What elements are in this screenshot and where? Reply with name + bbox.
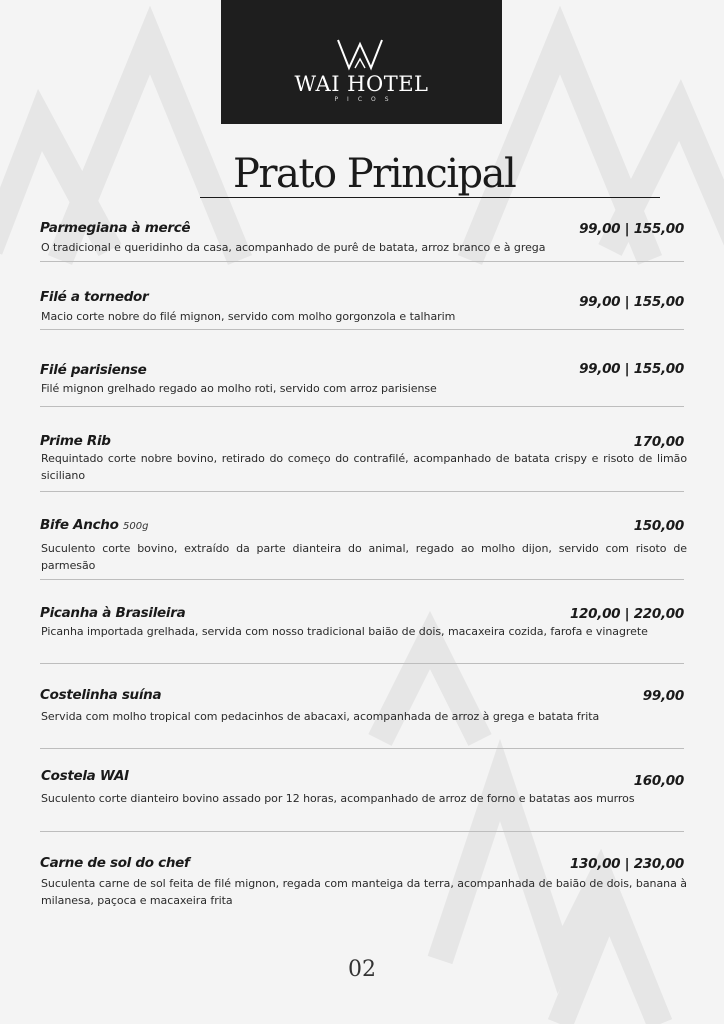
menu-item-picanha [40, 605, 684, 665]
item-price: 99,00 | 155,00 [579, 294, 684, 310]
item-name: Filé parisiense [40, 362, 147, 378]
item-divider [40, 663, 684, 664]
menu-item-costelinha [40, 687, 684, 751]
item-name: Filé a tornedor [40, 289, 149, 305]
item-price: 99,00 | 155,00 [579, 361, 684, 377]
item-name: Parmegiana à mercê [40, 220, 191, 236]
item-divider [40, 831, 684, 832]
page-title: Prato Principal [233, 151, 516, 197]
hotel-logo [221, 0, 502, 124]
item-price: 120,00 | 220,00 [569, 606, 684, 622]
menu-item-file-tornedor [40, 289, 684, 333]
item-description: Requintado corte nobre bovino, retirado do começo do contrafilé, acompanhado de batata crispy e risoto de limão siciliano [41, 452, 687, 482]
item-price: 170,00 [633, 434, 684, 450]
item-description: Suculenta carne de sol feita de filé mignon, regada com manteiga da terra, acompanhada de baião de dois, banana à milanesa, paçoca e macaxeira frita [41, 877, 687, 907]
item-divider [40, 748, 684, 749]
menu-item-bife-ancho [40, 517, 687, 581]
item-name: Carne de sol do chef [40, 855, 190, 871]
menu-item-parmegiana [40, 220, 684, 264]
item-name: Prime Rib [40, 433, 111, 449]
item-description: Filé mignon grelhado regado ao molho roti, servido com arroz parisiense [41, 382, 437, 395]
item-divider [40, 261, 684, 262]
item-name: Costelinha suína [40, 687, 162, 703]
item-weight-note: 500g [123, 521, 149, 532]
item-description: Macio corte nobre do filé mignon, servido com molho gorgonzola e talharim [41, 310, 456, 323]
hotel-location: PICOS [334, 96, 398, 103]
item-price: 99,00 | 155,00 [579, 221, 684, 237]
item-description: Suculento corte dianteiro bovino assado por 12 horas, acompanhado de arroz de forno e batatas aos murros [41, 792, 635, 805]
wai-logo-icon [336, 37, 388, 71]
item-description: Suculento corte bovino, extraído da parte dianteira do animal, regado ao molho dijon, servido com risoto de parmesão [41, 542, 687, 572]
item-name: Costela WAI [41, 768, 129, 784]
item-price: 99,00 [642, 688, 684, 704]
item-name: Picanha à Brasileira [40, 605, 186, 621]
title-divider [200, 197, 660, 198]
item-name [40, 517, 148, 535]
item-divider [40, 406, 684, 407]
hotel-name: WAI HOTEL [294, 72, 429, 96]
item-description: O tradicional e queridinho da casa, acompanhado de purê de batata, arroz branco e à grega [41, 241, 546, 254]
item-price: 150,00 [633, 518, 684, 534]
item-description: Picanha importada grelhada, servida com nosso tradicional baião de dois, macaxeira cozida, farofa e vinagrete [41, 625, 648, 638]
item-name-text: Bife Ancho [40, 517, 119, 533]
item-price: 160,00 [633, 773, 684, 789]
item-description: Servida com molho tropical com pedacinhos de abacaxi, acompanhada de arroz à grega e batata frita [41, 710, 600, 723]
item-divider [40, 491, 684, 492]
item-divider [40, 579, 684, 580]
menu-item-carne-de-sol [40, 855, 687, 911]
menu-item-costela-wai [40, 768, 684, 834]
menu-item-file-parisiense [40, 362, 684, 408]
item-price: 130,00 | 230,00 [569, 856, 684, 872]
menu-item-prime-rib [40, 433, 687, 493]
page-number: 02 [348, 957, 376, 982]
item-divider [40, 329, 684, 330]
